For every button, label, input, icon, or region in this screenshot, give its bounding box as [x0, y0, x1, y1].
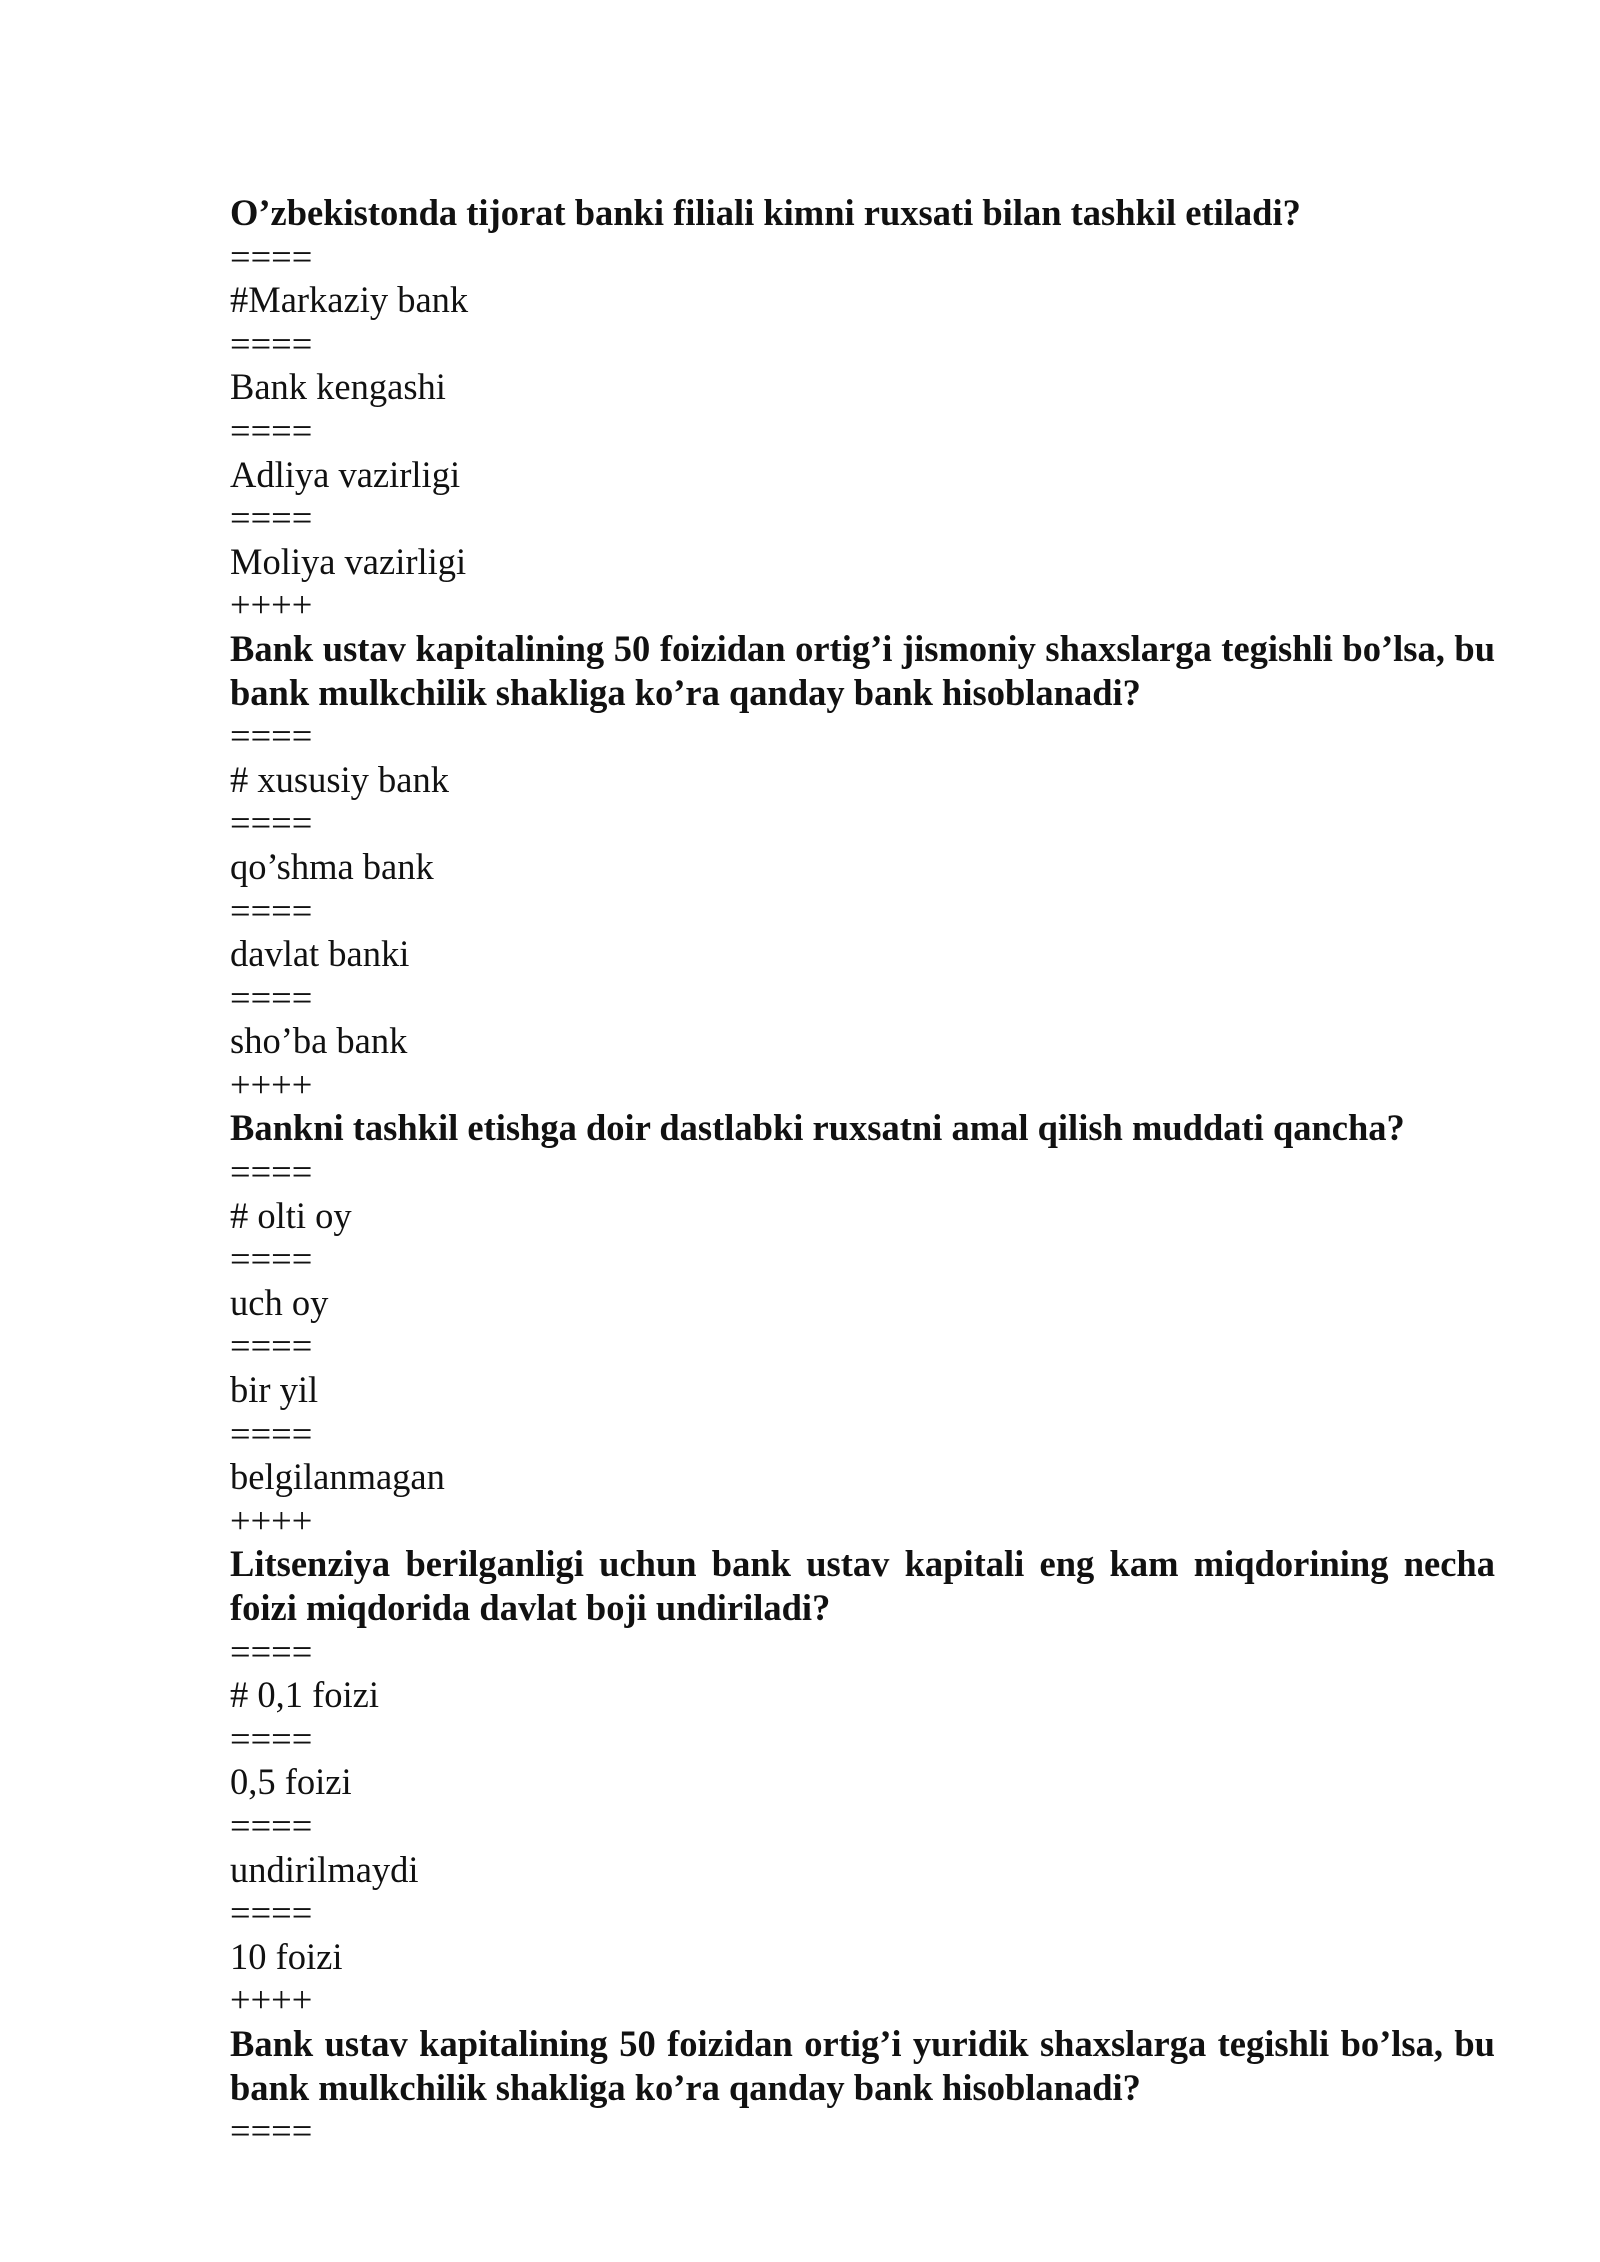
answer-option: # 0,1 foizi — [230, 1674, 380, 1716]
separator: ==== — [230, 409, 313, 451]
separator: ==== — [230, 715, 313, 757]
answer-option: Bank kengashi — [230, 366, 446, 408]
end-marker: ++++ — [230, 584, 313, 626]
end-marker: ++++ — [230, 1063, 313, 1105]
answer-option: sho’ba bank — [230, 1020, 408, 1062]
answer-option: undirilmaydi — [230, 1848, 419, 1890]
answer-option: uch oy — [230, 1281, 329, 1323]
separator: ==== — [230, 235, 313, 277]
separator: ==== — [230, 802, 313, 844]
answer-option: 0,5 foizi — [230, 1761, 352, 1803]
quiz-item — [230, 191, 1495, 627]
separator: ==== — [230, 322, 313, 364]
answer-option: davlat banki — [230, 933, 410, 975]
separator: ==== — [230, 1630, 313, 1672]
separator: ==== — [230, 976, 313, 1018]
separator: ==== — [230, 1151, 313, 1193]
document-page — [230, 191, 1495, 2153]
separator: ==== — [230, 1325, 313, 1367]
answer-option: #Markaziy bank — [230, 279, 469, 321]
quiz-item — [230, 2022, 1495, 2153]
quiz-item — [230, 1542, 1495, 2022]
answer-option: Moliya vazirligi — [230, 540, 467, 582]
answer-option: qo’shma bank — [230, 845, 434, 887]
separator: ==== — [230, 1892, 313, 1934]
separator: ==== — [230, 2110, 313, 2152]
answer-option: belgilanmagan — [230, 1456, 445, 1498]
answer-option: # olti oy — [230, 1194, 352, 1236]
answer-option: bir yil — [230, 1369, 319, 1411]
separator: ==== — [230, 1804, 313, 1846]
separator: ==== — [230, 889, 313, 931]
quiz-item — [230, 1106, 1495, 1542]
answer-option: Adliya vazirligi — [230, 453, 461, 495]
question-text: Bank ustav kapitalining 50 foizidan ortig’i yuridik shaxslarga tegishli bo’lsa, bu bank mulkchilik shakliga ko’ra qanday bank hisoblanadi? — [230, 2022, 1495, 2108]
answer-option: # xususiy bank — [230, 758, 449, 800]
separator: ==== — [230, 1238, 313, 1280]
separator: ==== — [230, 1412, 313, 1454]
question-text: Bank ustav kapitalining 50 foizidan ortig’i jismoniy shaxslarga tegishli bo’lsa, bu bank mulkchilik shakliga ko’ra qanday bank hisoblanadi? — [230, 627, 1495, 713]
end-marker: ++++ — [230, 1979, 313, 2021]
end-marker: ++++ — [230, 1499, 313, 1541]
answer-option: 10 foizi — [230, 1935, 343, 1977]
question-text: Bankni tashkil etishga doir dastlabki ruxsatni amal qilish muddati qancha? — [230, 1107, 1405, 1149]
quiz-item — [230, 627, 1495, 1107]
question-text: O’zbekistonda tijorat banki filiali kimni ruxsati bilan tashkil etiladi? — [230, 192, 1301, 233]
separator: ==== — [230, 1717, 313, 1759]
question-text: Litsenziya berilganligi uchun bank ustav kapitali eng kam miqdorining necha foizi miqdorida davlat boji undiriladi? — [230, 1543, 1495, 1628]
separator: ==== — [230, 497, 313, 539]
